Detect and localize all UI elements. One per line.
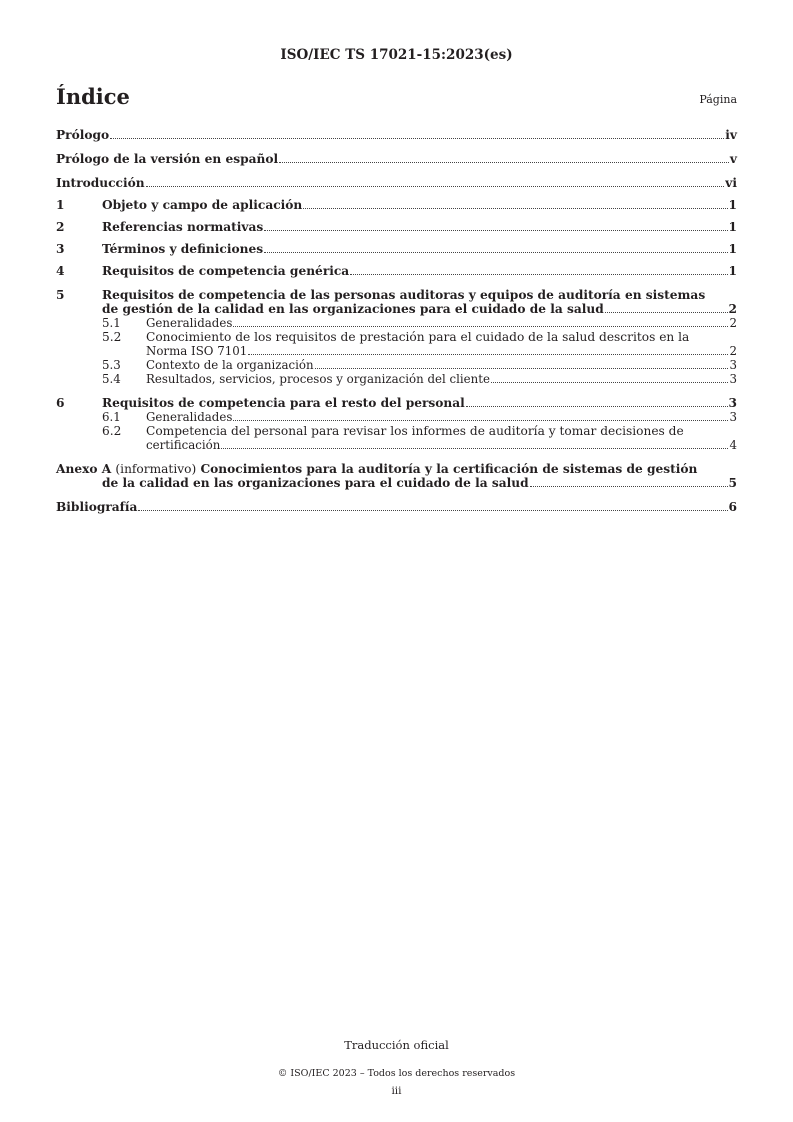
toc-page: 1 xyxy=(728,198,737,212)
toc-page: 1 xyxy=(728,242,737,256)
section-number: 1 xyxy=(56,198,65,212)
toc-label: Resultados, servicios, procesos y organización del cliente xyxy=(146,372,490,386)
section-number: 5 xyxy=(56,288,65,302)
toc-entry-subsection-6-1[interactable] xyxy=(56,410,737,424)
toc-page: 2 xyxy=(729,316,737,330)
toc-label: Términos y definiciones xyxy=(102,242,264,256)
toc-page: 2 xyxy=(729,344,737,358)
toc-entry-subsection-5-2[interactable] xyxy=(56,330,737,358)
subsection-number: 5.2 xyxy=(102,330,122,344)
translation-note: Traducción oficial xyxy=(344,1038,449,1052)
toc-page: 4 xyxy=(729,438,737,452)
page-title: Índice xyxy=(56,84,130,109)
dot-leader xyxy=(110,138,724,139)
dot-leader xyxy=(530,486,728,487)
toc-entry-section-3[interactable] xyxy=(56,242,737,256)
dot-leader xyxy=(248,354,728,355)
subsection-number: 6.1 xyxy=(102,410,121,424)
toc-entry-subsection-5-4[interactable] xyxy=(56,372,737,386)
toc-label: Requisitos de competencia para el resto del personal xyxy=(102,396,465,410)
subsection-number: 5.3 xyxy=(102,358,121,372)
toc-entry-anexo-a[interactable] xyxy=(56,462,737,490)
toc-entry-section-2[interactable] xyxy=(56,220,737,234)
toc-page: 1 xyxy=(728,264,737,278)
toc-label: Objeto y campo de aplicación xyxy=(102,198,303,212)
dot-leader xyxy=(264,230,727,231)
section-number: 4 xyxy=(56,264,65,278)
toc-label: Referencias normativas xyxy=(102,220,264,234)
dot-leader xyxy=(350,274,727,275)
toc-label-line2: certificación xyxy=(146,438,221,452)
toc-entry-prologo[interactable] xyxy=(56,128,737,142)
section-number: 2 xyxy=(56,220,65,234)
toc-label-line1: Requisitos de competencia de las personas auditoras y equipos de auditoría en sistemas xyxy=(102,288,706,302)
dot-leader xyxy=(466,406,728,407)
toc-label: Requisitos de competencia genérica xyxy=(102,264,350,278)
toc-label: Prólogo de la versión en español xyxy=(56,152,279,166)
section-number: 3 xyxy=(56,242,65,256)
dot-leader xyxy=(264,252,727,253)
section-number: 6 xyxy=(56,396,65,410)
dot-leader xyxy=(315,368,729,369)
toc-page: 3 xyxy=(728,396,737,410)
toc-entry-section-6[interactable] xyxy=(56,396,737,410)
toc-entry-subsection-5-3[interactable] xyxy=(56,358,737,372)
toc-label: Generalidades xyxy=(146,316,233,330)
toc-entry-introduccion[interactable] xyxy=(56,176,737,190)
toc-page: 5 xyxy=(728,476,737,490)
page-column-label: Página xyxy=(699,93,737,106)
toc-label: Generalidades xyxy=(146,410,233,424)
toc-label-line2: de la calidad en las organizaciones para el cuidado de la salud xyxy=(102,476,529,490)
toc-entry-section-1[interactable] xyxy=(56,198,737,212)
toc-entry-subsection-5-1[interactable] xyxy=(56,316,737,330)
toc-label-line1: Competencia del personal para revisar los informes de auditoría y tomar decisiones de xyxy=(146,424,684,438)
toc-entry-section-4[interactable] xyxy=(56,264,737,278)
toc-label: Prólogo xyxy=(56,128,110,142)
dot-leader xyxy=(605,312,728,313)
toc-label: Contexto de la organización xyxy=(146,358,314,372)
dot-leader xyxy=(233,420,728,421)
dot-leader xyxy=(491,382,729,383)
toc-page: iv xyxy=(725,128,737,142)
subsection-number: 5.1 xyxy=(102,316,121,330)
subsection-number: 6.2 xyxy=(102,424,122,438)
annex-type: (informativo) xyxy=(115,462,197,476)
toc-label-line1: Conocimientos para la auditoría y la certificación de sistemas de gestión xyxy=(200,462,698,476)
toc-label: Bibliografía xyxy=(56,500,138,514)
annex-prefix: Anexo A xyxy=(56,462,112,476)
dot-leader xyxy=(221,448,728,449)
dot-leader xyxy=(303,208,727,209)
toc-entry-subsection-6-2[interactable] xyxy=(56,424,737,452)
toc-entry-bibliografia[interactable] xyxy=(56,500,737,514)
toc-entry-prologo-es[interactable] xyxy=(56,152,737,166)
dot-leader xyxy=(138,510,727,511)
toc-page: v xyxy=(729,152,737,166)
page-number: iii xyxy=(391,1085,402,1097)
toc-label-line2: de gestión de la calidad en las organizaciones para el cuidado de la salud xyxy=(102,302,604,316)
toc-page: 3 xyxy=(729,410,737,424)
toc-page: 6 xyxy=(728,500,737,514)
toc-label-line1: Conocimiento de los requisitos de prestación para el cuidado de la salud descritos en la xyxy=(146,330,690,344)
toc-label: Introducción xyxy=(56,176,145,190)
toc-page: vi xyxy=(725,176,737,190)
subsection-number: 5.4 xyxy=(102,372,121,386)
toc-page: 2 xyxy=(728,302,737,316)
toc-page: 3 xyxy=(729,372,737,386)
document-header: ISO/IEC TS 17021-15:2023(es) xyxy=(280,47,513,63)
dot-leader xyxy=(233,326,728,327)
dot-leader xyxy=(146,186,725,187)
toc-page: 3 xyxy=(729,358,737,372)
dot-leader xyxy=(279,162,729,163)
copyright-notice: © ISO/IEC 2023 – Todos los derechos reservados xyxy=(277,1068,516,1079)
toc-page: 1 xyxy=(728,220,737,234)
toc-label-line2: Norma ISO 7101 xyxy=(146,344,248,358)
table-of-contents xyxy=(56,128,737,514)
toc-entry-section-5[interactable] xyxy=(56,288,737,316)
